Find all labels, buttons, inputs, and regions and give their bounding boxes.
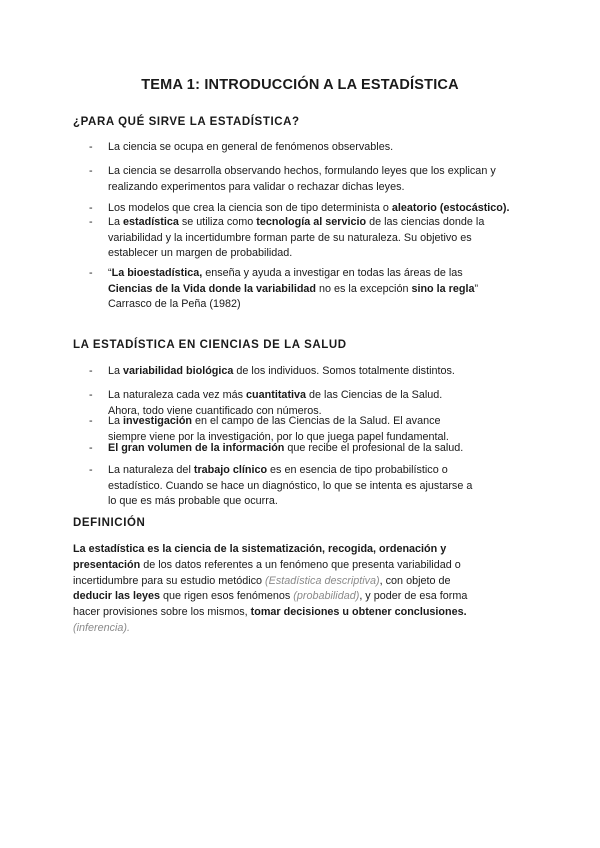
list-item-text: Los modelos que crea la ciencia son de tipo determinista o aleatorio (estocástico).: [108, 202, 510, 214]
list-item-text: La ciencia se ocupa en general de fenómenos observables.: [108, 141, 394, 153]
bullet-dash: -: [89, 267, 93, 279]
bullet-dash: -: [89, 202, 93, 214]
section-heading-purpose: ¿PARA QUÉ SIRVE LA ESTADÍSTICA?: [73, 116, 300, 128]
list-item-text: “La bioestadística, enseña y ayuda a investigar en todas las áreas de las Ciencias de la Vida donde la variabilidad no es la excepción sino la regla” Carrasco de la Peña (1982): [108, 267, 479, 310]
list-item-text: El gran volumen de la información que recibe el profesional de la salud.: [108, 442, 464, 454]
bullet-dash: -: [89, 141, 93, 153]
bullet-dash: -: [89, 415, 93, 427]
list-item-text: La variabilidad biológica de los individuos. Somos totalmente distintos.: [108, 365, 455, 377]
bullet-dash: -: [89, 216, 93, 228]
list-item-text: La naturaleza del trabajo clínico es en esencia de tipo probabilístico o estadístico. Cuando se hace un diagnóstico, lo que se intenta es ajustarse a lo que es más probable que ocurra.: [108, 464, 473, 507]
list-item-text: La ciencia se desarrolla observando hechos, formulando leyes que los explican y realizando experimentos para validar o rechazar dichas leyes.: [108, 165, 496, 193]
bullet-dash: -: [89, 442, 93, 454]
bullet-dash: -: [89, 365, 93, 377]
page-title: TEMA 1: INTRODUCCIÓN A LA ESTADÍSTICA: [141, 77, 459, 93]
list-item-text: La naturaleza cada vez más cuantitativa de las Ciencias de la Salud. Ahora, todo viene cuantificado con números.: [108, 389, 443, 417]
bullet-dash: -: [89, 389, 93, 401]
definition-paragraph: La estadística es la ciencia de la sistematización, recogida, ordenación y presentación de los datos referentes a un fenómeno que presenta variabilidad o incertidumbre para su estudio metódico (Estadística descriptiva), con objeto de deducir las leyes que rigen esos fenómenos (probabilidad), y poder de esa forma hacer provisiones sobre los mismos, tomar decisiones u obtener conclusiones. (inferencia).: [73, 543, 468, 634]
section-heading-definition: DEFINICIÓN: [73, 517, 146, 529]
section-heading-health: LA ESTADÍSTICA EN CIENCIAS DE LA SALUD: [73, 339, 347, 351]
list-item-text: La investigación en el campo de las Ciencias de la Salud. El avance siempre viene por la investigación, por lo que juega papel fundamental.: [108, 415, 449, 443]
bullet-dash: -: [89, 464, 93, 476]
list-item-text: La estadística se utiliza como tecnología al servicio de las ciencias donde la variabilidad y la incertidumbre forman parte de su naturaleza. Su objetivo es establecer un margen de probabilidad.: [108, 216, 485, 259]
bullet-dash: -: [89, 165, 93, 177]
